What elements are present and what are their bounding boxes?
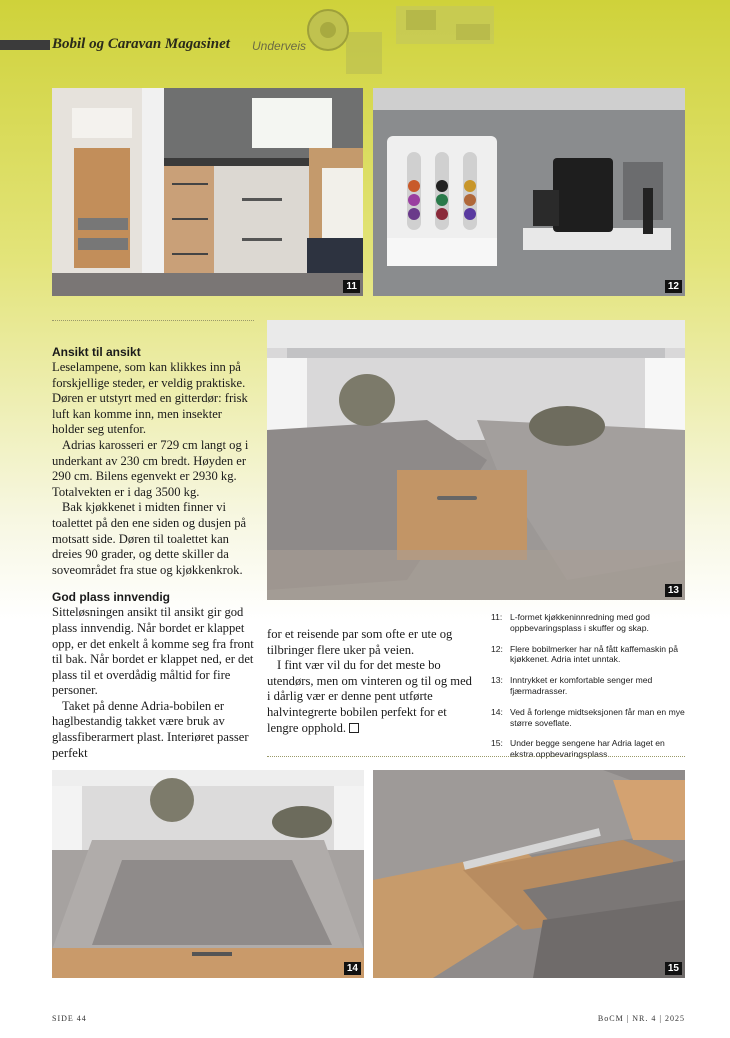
paragraph-5: Taket på denne Adria-bobilen er haglbestandig takket være bruk av glassfiberarmert plast. Interiøret passer perfekt — [52, 698, 249, 760]
photo-12 — [373, 88, 685, 296]
photo-14 — [52, 770, 364, 978]
photo-13 — [267, 320, 685, 600]
heading-ansikt-til-ansikt: Ansikt til ansikt — [52, 345, 141, 359]
paragraph-6: for et reisende par som ofte er ute og tilbringer flere uker på veien. — [267, 627, 453, 657]
caption-list — [491, 612, 685, 770]
footer-page-number: SIDE 44 — [52, 1014, 87, 1023]
photo-15 — [373, 770, 685, 978]
section-label: Underveis — [252, 39, 307, 53]
caption-11: 11: L-formet kjøkkeninnredning med god oppbevaringsplass i skuffer og skap. — [491, 612, 650, 633]
photo-number-15: 15 — [665, 962, 682, 975]
photo-11 — [52, 88, 363, 296]
end-mark-icon — [349, 723, 359, 733]
photo-number-12: 12 — [665, 280, 682, 293]
article-column-left — [52, 345, 256, 761]
magazine-title: Bobil og Caravan Magasinet — [52, 36, 230, 52]
header-bar — [0, 40, 50, 50]
footer-issue: BoCM | NR. 4 | 2025 — [597, 1014, 685, 1023]
article-column-middle — [267, 627, 473, 736]
left-column-rule — [52, 320, 254, 321]
paragraph-3: Bak kjøkkenet i midten finner vi toalettet på den ene siden og dusjen på motsatt side. Døren til toalettet kan dreies 90 grader, og dette skiller da soveområdet fra stue og kjøkkenkrok. — [52, 500, 247, 577]
bottom-section-rule — [267, 756, 685, 757]
paragraph-2: Adrias karosseri er 729 cm langt og i underkant av 230 cm bredt. Høyden er 290 cm. Bilens egenvekt er 2930 kg. Totalvekten er i dag 3500 kg. — [52, 437, 249, 499]
paragraph-4: Sitteløsningen ansikt til ansikt gir god plass innvendig. Når bordet er klappet opp, er det enkelt å komme seg fra front til bak. Når bordet er klappet ned, er det plass til et overdådig måltid for fire personer. — [52, 605, 254, 698]
photo-number-11: 11 — [343, 280, 360, 293]
photo-number-13: 13 — [665, 584, 682, 597]
caption-15: 15: Under begge sengene har Adria laget en ekstra oppbevaringsplass. — [491, 738, 665, 760]
paragraph-1: Leselampene, som kan klikkes inn på forskjellige steder, er veldig praktiske. Døren er utstyrt med en gitterdør: frisk luft kan komme inn, men insekter holder seg utenfor. — [52, 360, 248, 437]
paragraph-7: I fint vær vil du for det meste bo utendørs, men om vinteren og til og med i dårlig vær er denne pent utførte halvintegrerte bobilen perfekt for et lengre opphold. — [267, 658, 472, 735]
heading-god-plass: God plass innvendig — [52, 590, 171, 605]
header-decoration — [306, 4, 496, 76]
photo-number-14: 14 — [344, 962, 361, 975]
caption-14: 14: Ved å forlenge midtseksjonen får man en mye større soveflate. — [491, 706, 685, 728]
caption-13: 13: Inntrykket er komfortable senger med fjærmadrasser. — [491, 675, 653, 696]
caption-12: 12: Flere bobilmerker har nå fått kaffemaskin på kjøkkenet. Adria intet unntak. — [491, 643, 678, 665]
